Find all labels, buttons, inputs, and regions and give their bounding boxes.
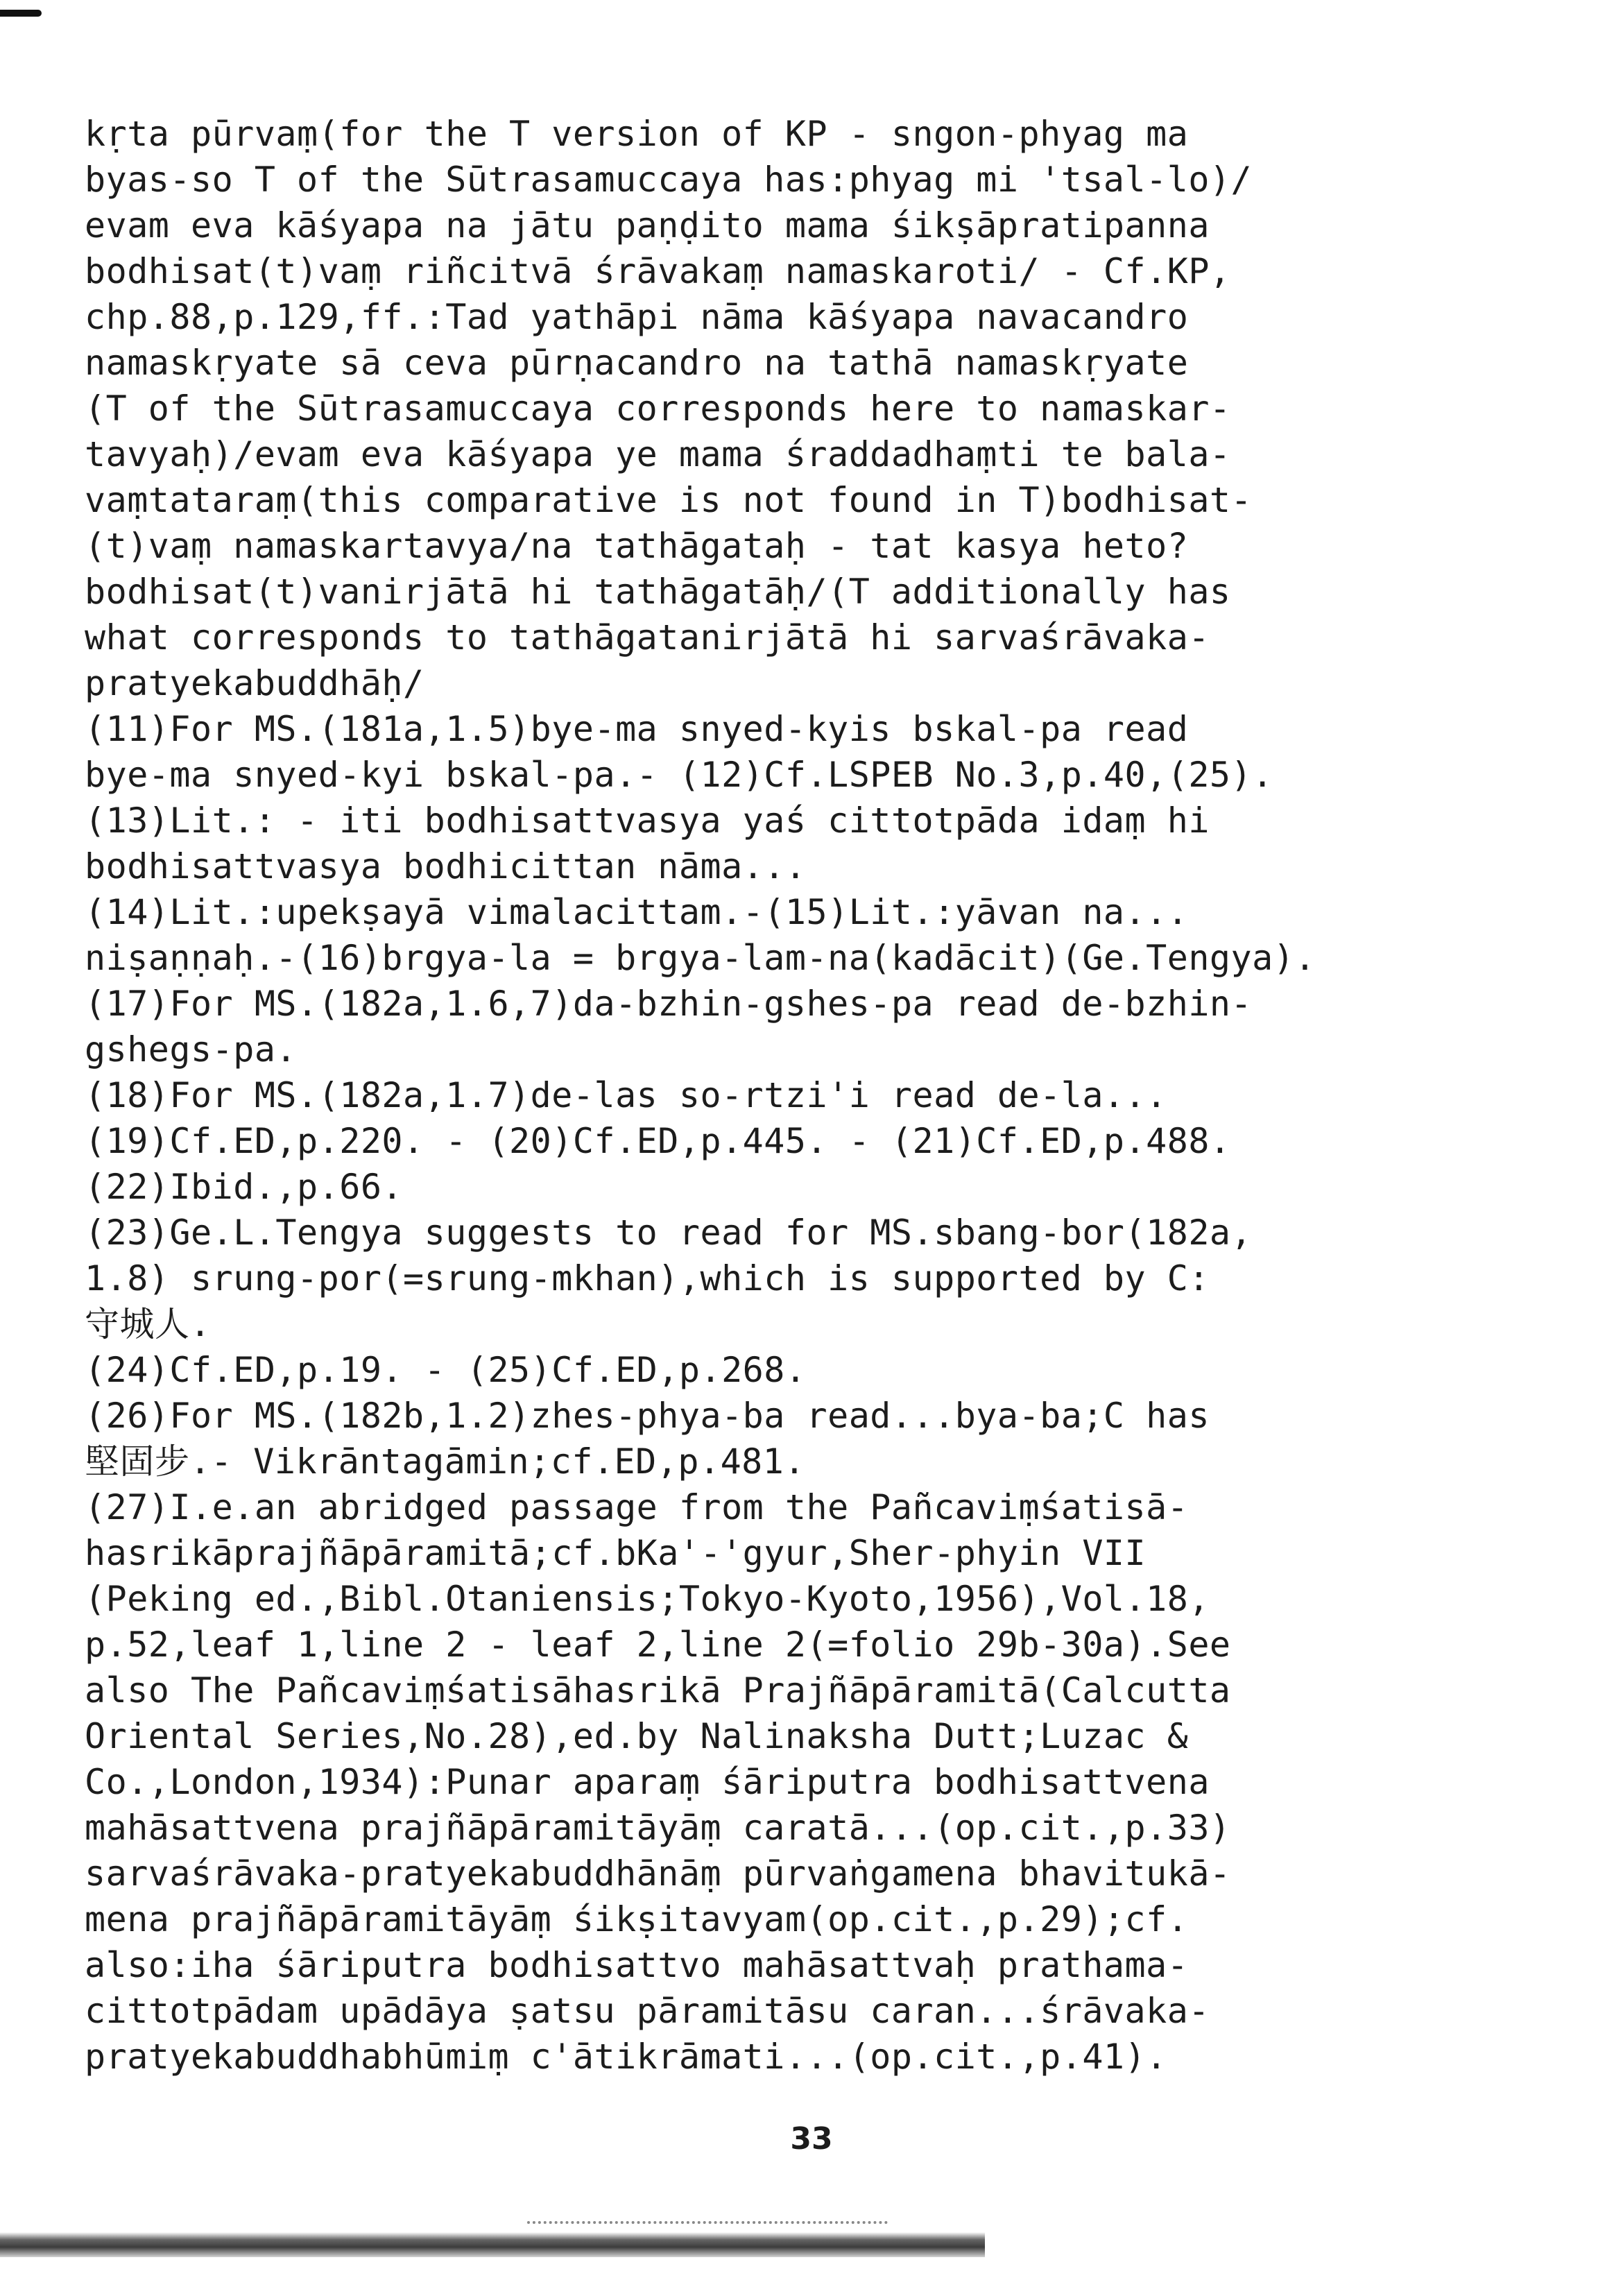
text-line: kṛta pūrvaṃ(for the T version of KP - sngon-phyag ma <box>85 114 1189 154</box>
text-line: (14)Lit.:upekṣayā vimalacittam.-(15)Lit.:yāvan na... <box>85 892 1189 932</box>
scan-artifact-bar <box>0 2232 985 2257</box>
scan-artifact-mark <box>0 10 42 17</box>
text-line: sarvaśrāvaka-pratyekabuddhānāṃ pūrvaṅgamena bhavitukā- <box>85 1853 1231 1894</box>
text-line: pratyekabuddhabhūmiṃ c'ātikrāmati...(op.cit.,p.41). <box>85 2037 1167 2077</box>
text-line: (t)vaṃ namaskartavya/na tathāgataḥ - tat kasya heto? <box>85 526 1189 566</box>
text-line: (T of the Sūtrasamuccaya corresponds here to namaskar- <box>85 388 1231 429</box>
text-line: gshegs-pa. <box>85 1029 298 1070</box>
text-line: tavyaḥ)/evam eva kāśyapa ye mama śraddadhaṃti te bala- <box>85 434 1231 474</box>
text-line: what corresponds to tathāgatanirjātā hi sarvaśrāvaka- <box>85 617 1210 658</box>
text-line: (23)Ge.L.Tengya suggests to read for MS.sbang-bor(182a, <box>85 1213 1253 1253</box>
text-line: mena prajñāpāramitāyāṃ śikṣitavyam(op.cit.,p.29);cf. <box>85 1899 1189 1939</box>
text-line: 守城人. <box>85 1304 212 1344</box>
page-number: 33 <box>790 2121 833 2157</box>
text-line: 堅固步.- Vikrāntagāmin;cf.ED,p.481. <box>85 1441 805 1482</box>
text-line: (22)Ibid.,p.66. <box>85 1167 404 1207</box>
text-line: Co.,London,1934):Punar aparaṃ śāriputra bodhisattvena <box>85 1762 1210 1802</box>
text-line: Oriental Series,No.28),ed.by Nalinaksha Dutt;Luzac & <box>85 1716 1189 1756</box>
text-line: pratyekabuddhāḥ/ <box>85 663 424 703</box>
text-line: cittotpādam upādāya ṣatsu pāramitāsu caran...śrāvaka- <box>85 1991 1210 2031</box>
text-line: (11)For MS.(181a,1.5)bye-ma snyed-kyis bskal-pa read <box>85 709 1189 749</box>
text-line: (17)For MS.(182a,1.6,7)da-bzhin-gshes-pa read de-bzhin- <box>85 984 1253 1024</box>
text-line: evam eva kāśyapa na jātu paṇḍito mama śikṣāpratipanna <box>85 205 1210 246</box>
text-line: niṣaṇṇaḥ.-(16)brgya-la = brgya-lam-na(kadācit)(Ge.Tengya). <box>85 938 1316 978</box>
text-line: also The Pañcaviṃśatisāhasrikā Prajñāpāramitā(Calcutta <box>85 1670 1231 1711</box>
text-line: chp.88,p.129,ff.:Tad yathāpi nāma kāśyapa navacandro <box>85 297 1189 337</box>
text-line: (26)For MS.(182b,1.2)zhes-phya-ba read...bya-ba;C has <box>85 1396 1210 1436</box>
text-line: (13)Lit.: - iti bodhisattvasya yaś cittotpāda idaṃ hi <box>85 800 1210 841</box>
text-line: byas-so T of the Sūtrasamuccaya has:phyag mi 'tsal-lo)/ <box>85 160 1253 200</box>
text-line: also:iha śāriputra bodhisattvo mahāsattvaḥ prathama- <box>85 1945 1189 1985</box>
footnote-text-block <box>85 111 1402 2080</box>
text-line: 1.8) srung-por(=srung-mkhan),which is supported by C: <box>85 1258 1210 1299</box>
text-line: (18)For MS.(182a,1.7)de-las so-rtzi'i read de-la... <box>85 1075 1167 1115</box>
text-line: (24)Cf.ED,p.19. - (25)Cf.ED,p.268. <box>85 1350 807 1390</box>
text-line: (27)I.e.an abridged passage from the Pañcaviṃśatisā- <box>85 1487 1189 1527</box>
text-line: (19)Cf.ED,p.220. - (20)Cf.ED,p.445. - (21)Cf.ED,p.488. <box>85 1121 1231 1161</box>
scan-artifact-dots <box>527 2221 888 2228</box>
text-line: vaṃtataraṃ(this comparative is not found in T)bodhisat- <box>85 480 1253 520</box>
text-line: mahāsattvena prajñāpāramitāyāṃ caratā...(op.cit.,p.33) <box>85 1808 1231 1848</box>
text-line: bodhisat(t)vanirjātā hi tathāgatāḥ/(T additionally has <box>85 572 1231 612</box>
text-line: hasrikāprajñāpāramitā;cf.bKa'-'gyur,Sher-phyin VII <box>85 1533 1147 1573</box>
text-line: bodhisattvasya bodhicittan nāma... <box>85 846 807 886</box>
text-line: bodhisat(t)vaṃ riñcitvā śrāvakaṃ namaskaroti/ - Cf.KP, <box>85 251 1231 291</box>
text-line: (Peking ed.,Bibl.Otaniensis;Tokyo-Kyoto,1956),Vol.18, <box>85 1579 1210 1619</box>
text-line: p.52,leaf 1,line 2 - leaf 2,line 2(=folio 29b-30a).See <box>85 1625 1231 1665</box>
text-line: bye-ma snyed-kyi bskal-pa.- (12)Cf.LSPEB No.3,p.40,(25). <box>85 755 1273 795</box>
text-line: namaskṛyate sā ceva pūrṇacandro na tathā namaskṛyate <box>85 343 1189 383</box>
